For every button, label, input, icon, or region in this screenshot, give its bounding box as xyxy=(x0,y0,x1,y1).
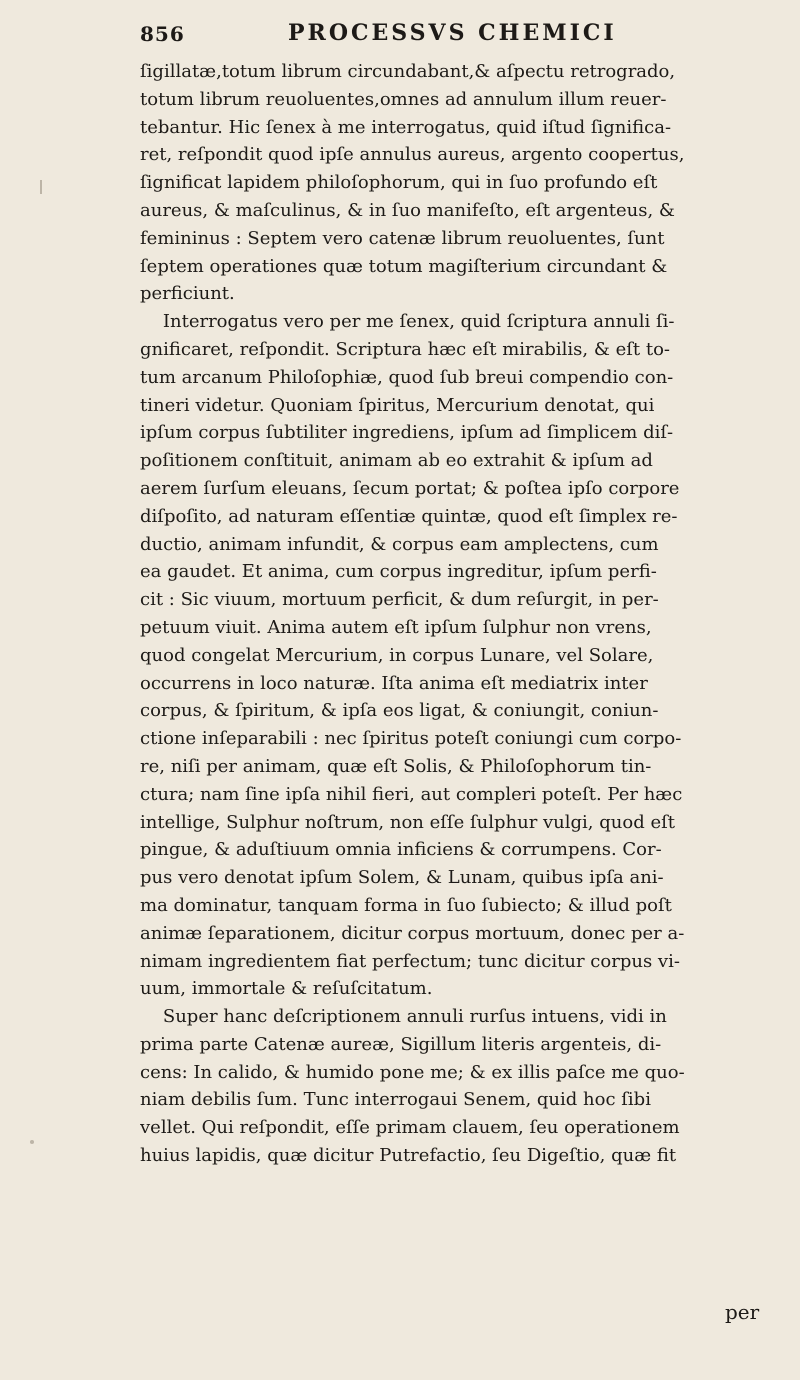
text-line: petuum viuit. Anima autem eſt ipſum ſulphur non vrens, xyxy=(140,616,652,638)
text-line: ret, reſpondit quod ipſe annulus aureus, argento coopertus, xyxy=(140,144,685,166)
margin-mark xyxy=(40,180,42,194)
text-line: quod congelat Mercurium, in corpus Lunare, vel Solare, xyxy=(140,644,654,666)
catchword: per xyxy=(725,1300,760,1324)
text-line: diſpoſito, ad naturam eſſentiæ quintæ, quod eſt ſimplex re- xyxy=(140,505,678,527)
text-line: tebantur. Hic ſenex à me interrogatus, quid iſtud ſignifica- xyxy=(140,116,672,138)
text-line: ſignificat lapidem philoſophorum, qui in ſuo profundo eſt xyxy=(140,172,658,194)
text-line: prima parte Catenæ aureæ, Sigillum literis argenteis, di- xyxy=(140,1033,662,1055)
text-line: ſigillatæ,totum librum circundabant,& aſpectu retrogrado, xyxy=(140,61,676,82)
text-line: nimam ingredientem fiat perfectum; tunc dicitur corpus vi- xyxy=(140,950,680,972)
running-title: PROCESSVS CHEMICI xyxy=(288,20,617,46)
text-line: uum, immortale & reſuſcitatum. xyxy=(140,978,433,1000)
text-line: Interrogatus vero per me ſenex, quid ſcriptura annuli ſi- xyxy=(140,311,675,333)
text-line: tineri videtur. Quoniam ſpiritus, Mercurium denotat, qui xyxy=(140,394,655,416)
text-line: re, niſi per animam, quæ eſt Solis, & Philoſophorum tin- xyxy=(140,755,652,777)
text-line: gnificaret, reſpondit. Scriptura hæc eſt mirabilis, & eſt to- xyxy=(140,338,671,360)
page-header xyxy=(140,22,640,52)
text-line: poſitionem conſtituit, animam ab eo extrahit & ipſum ad xyxy=(140,450,653,472)
text-line: totum librum reuoluentes,omnes ad annulum illum reuer- xyxy=(140,88,667,110)
text-line: ſeptem operationes quæ totum magiſterium circundant & xyxy=(140,255,668,277)
text-line: intellige, Sulphur noſtrum, non eſſe ſulphur vulgi, quod eſt xyxy=(140,811,675,833)
text-line: corpus, & ſpiritum, & ipſa eos ligat, & coniungit, coniun- xyxy=(140,700,659,722)
page-number: 856 xyxy=(140,22,185,46)
text-line: ipſum corpus ſubtiliter ingrediens, ipſum ad ſimplicem diſ- xyxy=(140,422,674,444)
text-line: aerem ſurſum eleuans, ſecum portat; & poſtea ipſo corpore xyxy=(140,477,680,499)
text-line: animæ ſeparationem, dicitur corpus mortuum, donec per a- xyxy=(140,922,685,944)
body-text xyxy=(140,58,800,1170)
margin-mark xyxy=(30,1140,34,1144)
text-line: cens: In calido, & humido pone me; & ex illis paſce me quo- xyxy=(140,1061,685,1083)
text-line: ma dominatur, tanquam forma in ſuo ſubiecto; & illud poſt xyxy=(140,894,672,916)
text-line: pus vero denotat ipſum Solem, & Lunam, quibus ipſa ani- xyxy=(140,867,664,889)
text-line: ctione inſeparabili : nec ſpiritus poteſt coniungi cum corpo- xyxy=(140,728,682,750)
text-line: pingue, & aduſtiuum omnia inficiens & corrumpens. Cor- xyxy=(140,839,662,861)
text-line: Super hanc deſcriptionem annuli rurſus intuens, vidi in xyxy=(140,1006,667,1028)
text-line: niam debilis ſum. Tunc interrogaui Senem, quid hoc ſibi xyxy=(140,1089,651,1111)
text-line: occurrens in loco naturæ. Iſta anima eſt mediatrix inter xyxy=(140,672,648,694)
text-line: ea gaudet. Et anima, cum corpus ingreditur, ipſum perfi- xyxy=(140,561,657,583)
text-line: ctura; nam ſine ipſa nihil fieri, aut compleri poteſt. Per hæc xyxy=(140,783,683,805)
text-line: perficiunt. xyxy=(140,283,235,305)
text-line: femininus : Septem vero catenæ librum reuoluentes, ſunt xyxy=(140,227,665,249)
text-line: vellet. Qui reſpondit, eſſe primam clauem, ſeu operationem xyxy=(140,1117,680,1139)
text-line: aureus, & maſculinus, & in ſuo manifeſto, eſt argenteus, & xyxy=(140,199,675,221)
text-line: ductio, animam infundit, & corpus eam amplectens, cum xyxy=(140,533,659,555)
text-line: tum arcanum Philoſophiæ, quod ſub breui compendio con- xyxy=(140,366,674,388)
text-line: cit : Sic viuum, mortuum perficit, & dum reſurgit, in per- xyxy=(140,589,659,611)
text-line: huius lapidis, quæ dicitur Putrefactio, ſeu Digeſtio, quæ fit xyxy=(140,1145,677,1167)
